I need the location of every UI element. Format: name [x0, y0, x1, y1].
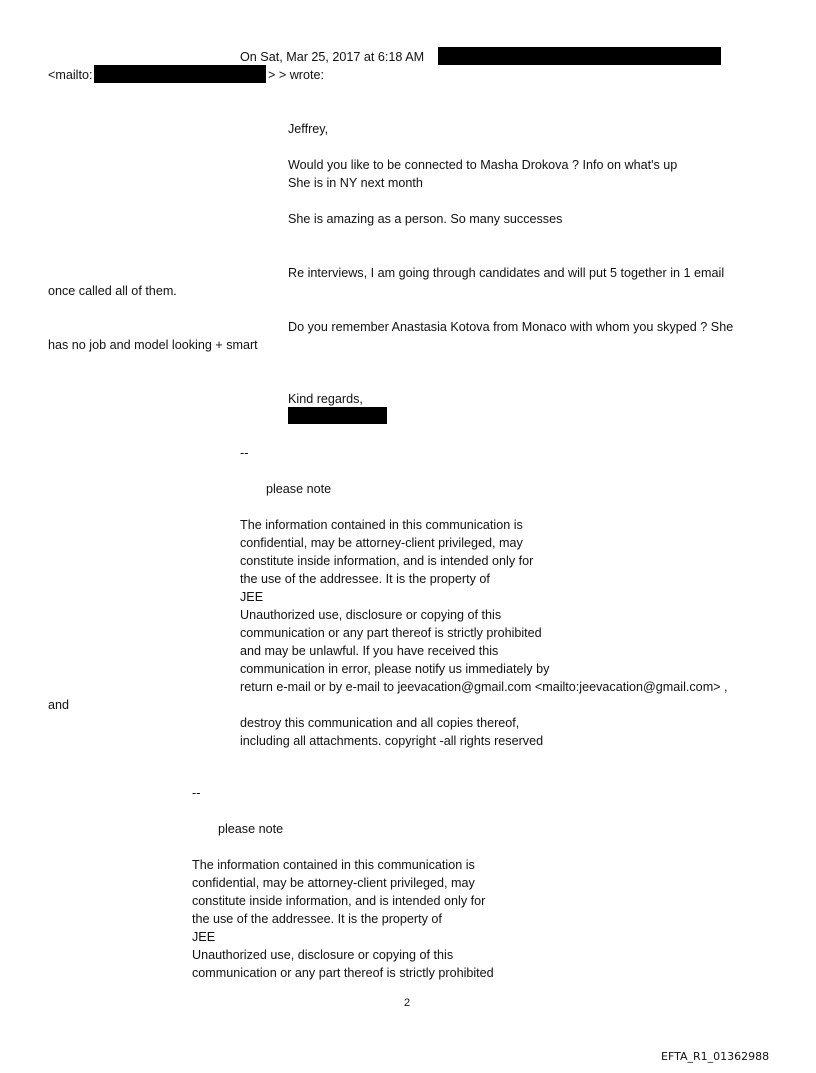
please-note: please note	[266, 482, 332, 496]
body-line: She is amazing as a person. So many successes	[288, 212, 563, 226]
page-number: 2	[404, 997, 411, 1009]
notice-line: The information contained in this communication is	[240, 518, 523, 532]
notice-line: JEE	[192, 930, 216, 944]
document-id: EFTA_R1_01362988	[661, 1050, 770, 1063]
notice-line: constitute inside information, and is intended only for	[192, 894, 486, 908]
body-line: She is in NY next month	[288, 176, 423, 190]
body-line: Do you remember Anastasia Kotova from Monaco with whom you skyped ? She	[288, 320, 734, 334]
notice-line: confidential, may be attorney-client privileged, may	[240, 536, 523, 550]
please-note: please note	[218, 822, 284, 836]
notice-line: Unauthorized use, disclosure or copying of this	[192, 948, 454, 962]
redaction-bar	[438, 47, 721, 65]
notice-line: return e-mail or by e-mail to jeevacation@gmail.com <mailto:jeevacation@gmail.com> ,	[240, 680, 728, 694]
separator: --	[240, 446, 249, 460]
body-line: Re interviews, I am going through candidates and will put 5 together in 1 email	[288, 266, 725, 280]
separator: --	[192, 786, 201, 800]
notice-line: Unauthorized use, disclosure or copying of this	[240, 608, 502, 622]
notice-line: and may be unlawful. If you have received this	[240, 644, 499, 658]
notice-and: and	[48, 698, 70, 712]
wrote-text: > > wrote:	[268, 68, 325, 82]
body-line: once called all of them.	[48, 284, 177, 298]
body-line: Would you like to be connected to Masha Drokova ? Info on what's up	[288, 158, 678, 172]
notice-line: communication in error, please notify us immediately by	[240, 662, 550, 676]
notice-line: the use of the addressee. It is the property of	[192, 912, 442, 926]
notice-line: destroy this communication and all copies thereof,	[240, 716, 520, 730]
body-line: has no job and model looking + smart	[48, 338, 258, 352]
notice-line: JEE	[240, 590, 264, 604]
redaction-bar	[94, 65, 266, 83]
signoff: Kind regards,	[288, 392, 363, 406]
header-date-line: On Sat, Mar 25, 2017 at 6:18 AM	[240, 50, 425, 64]
notice-line: confidential, may be attorney-client privileged, may	[192, 876, 475, 890]
mailto-prefix: <mailto:	[48, 68, 93, 82]
redaction-bar	[288, 407, 387, 424]
notice-line: communication or any part thereof is strictly prohibited	[192, 966, 494, 980]
notice-line: The information contained in this communication is	[192, 858, 475, 872]
notice-line: constitute inside information, and is intended only for	[240, 554, 534, 568]
notice-line: including all attachments. copyright -all rights reserved	[240, 734, 544, 748]
greeting: Jeffrey,	[288, 122, 329, 136]
notice-line: communication or any part thereof is strictly prohibited	[240, 626, 542, 640]
notice-line: the use of the addressee. It is the property of	[240, 572, 490, 586]
